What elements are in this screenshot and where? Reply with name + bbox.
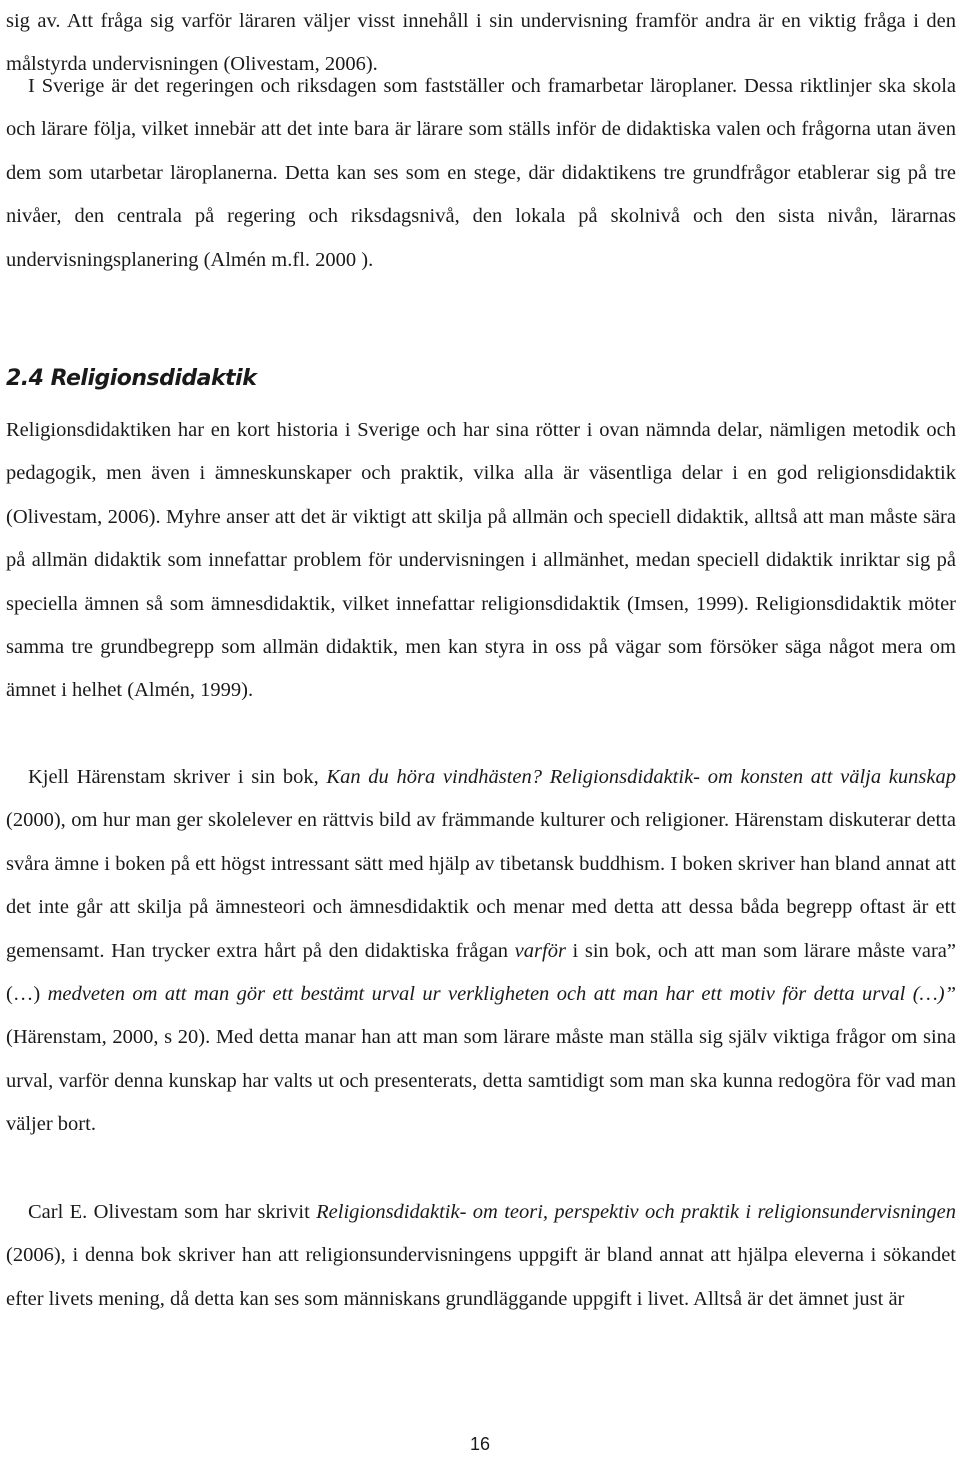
paragraph-lroplaner: I Sverige är det regeringen och riksdagen som fastställer och framarbetar läroplaner. Dessa riktlinjer ska skola och lärare följa, vilket innebär att det inte bara är lärare som ställs inför de didaktiska valen och frågorna utan även dem som utarbetar läroplanerna. Detta kan ses som en stege, där didaktikens tre grundfrågor etablerar sig på tre nivåer, den centrala på regering och riksdagsnivå, den lokala på skolnivå och den sista nivån, lärarnas undervisningsplanering (Almén m.fl. 2000 ).	[6, 75, 956, 271]
text-run: (2006), i denna bok skriver han att religionsundervisningens uppgift är bland annat att hjälpa eleverna i sökandet efter livets mening, då detta kan ses som människans grundläggande uppgift i livet. Alltså är det ämnet just är	[6, 1244, 956, 1310]
section-heading: 2.4 Religionsdidaktik	[6, 366, 257, 391]
text-run: Kjell Härenstam skriver i sin bok,	[28, 766, 327, 788]
page-number: 16	[469, 1434, 491, 1454]
paragraph-harenstam	[6, 756, 956, 1147]
text-run: Carl E. Olivestam som har skrivit	[28, 1201, 317, 1223]
text-run: (2000), om hur man ger skolelever en rättvis bild av främmande kulturer och religioner. Härenstam diskuterar detta svåra ämne i boken på ett högst intressant sätt med hjälp av tibetansk buddhism. I boken skriver han bland annat att det inte går att skilja på ämnesteori och ämnesdidaktik och menar med detta att dessa båda begrepp oftast är ett gemensamt. Han trycker extra hårt på den didaktiska frågan	[6, 809, 956, 962]
book-title: Kan du höra vindhästen? Religionsdidaktik- om konsten att välja kunskap	[326, 766, 956, 788]
text-run: i sin bok, och att man som lärare måste vara” (…)	[6, 939, 957, 1006]
paragraph-olivestam	[6, 1191, 956, 1321]
emphasis: varför	[514, 939, 566, 962]
text-run: (Härenstam, 2000, s 20). Med detta manar han att man som lärare måste man ställa sig själv viktiga frågor om sina urval, varför denna kunskap har valts ut och presenterats, detta samtidigt som man ska kunna redogöra för vad man väljer bort.	[6, 1026, 956, 1136]
paragraph-religionsdidaktik: Religionsdidaktiken har en kort historia i Sverige och har sina rötter i ovan nämnda delar, nämligen metodik och pedagogik, men även i ämneskunskaper och praktik, vilka alla är väsentliga delar i en god religionsdidaktik (Olivestam, 2006). Myhre anser att det är viktigt att skilja på allmän och speciell didaktik, alltså att man måste sära på allmän didaktik som innefattar problem för undervisningen i allmänhet, medan speciell didaktik inriktar sig på speciella ämnen så som ämnesdidaktik, vilket innefattar religionsdidaktik (Imsen, 1999). Religionsdidaktik möter samma tre grundbegrepp som allmän didaktik, men kan styra in oss på vägar som försöker säga något mera om ämnet i helhet (Almén, 1999).	[6, 419, 956, 702]
quote: medveten om att man gör ett bestämt urval ur verkligheten och att man har ett motiv för detta urval (…)”	[47, 983, 957, 1006]
paragraph-continuation: sig av. Att fråga sig varför läraren väljer visst innehåll i sin undervisning framför andra är en viktig fråga i den målstyrda undervisningen (Olivestam, 2006).	[6, 10, 956, 76]
book-title: Religionsdidaktik- om teori, perspektiv och praktik i religionsundervisningen	[316, 1201, 956, 1223]
